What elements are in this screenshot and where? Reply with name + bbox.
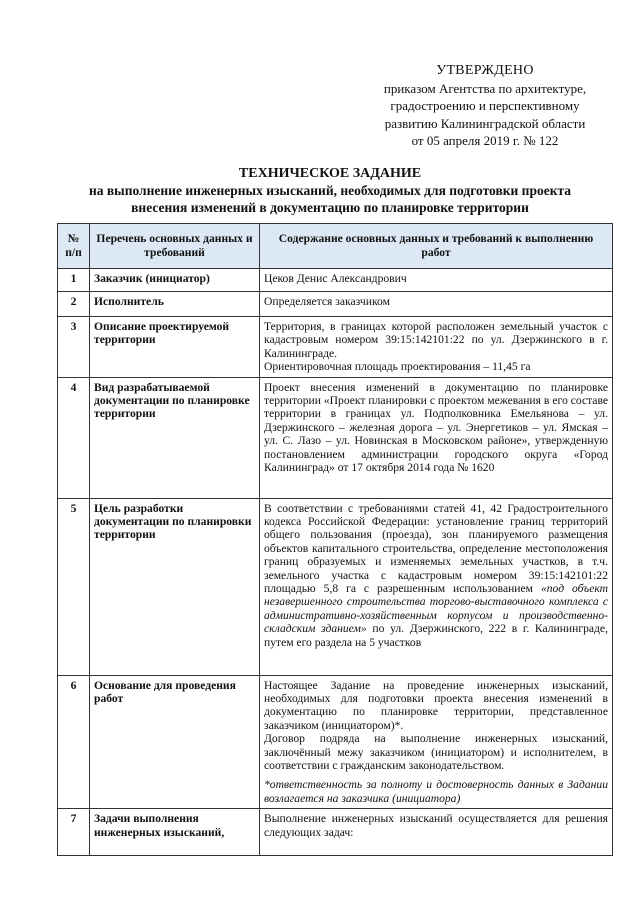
row-content-note: *ответственность за полноту и достоверность данных в Задании возлагается на заказчика (инициатора)	[264, 778, 608, 805]
row-num: 1	[58, 269, 90, 292]
row-name: Цель разработки документации по планировки территории	[90, 498, 260, 675]
approval-line: развитию Калининградской области	[384, 115, 586, 131]
approval-stamp	[340, 62, 630, 150]
table-row	[58, 377, 613, 498]
row-name: Задачи выполнения инженерных изысканий,	[90, 809, 260, 856]
row-num: 7	[58, 809, 90, 856]
row-content: Выполнение инженерных изысканий осуществляется для решения следующих задач:	[260, 809, 613, 856]
header-content: Содержание основных данных и требований к выполнению работ	[260, 224, 613, 269]
row-content-italic: «под объект незавершенного строительства торгово-выставочного комплекса с административно-хозяйственным корпусом и производственно-складским зданием»	[264, 582, 608, 636]
table-row	[58, 269, 613, 292]
row-content-text: Территория, в границах которой расположен земельный участок с кадастровым номером 39:15:142101:22 по ул. Дзержинского в г. Калининграде.	[264, 320, 608, 360]
table-header-row	[58, 224, 613, 269]
row-num: 3	[58, 317, 90, 378]
table-row	[58, 292, 613, 317]
title-subtitle-line: на выполнение инженерных изысканий, необходимых для подготовки проекта	[88, 183, 572, 198]
row-content: Определяется заказчиком	[260, 292, 613, 317]
row-name: Вид разрабатываемой документации по планировке территории	[90, 377, 260, 498]
approval-line: приказом Агентства по архитектуре,	[383, 80, 587, 96]
row-content	[260, 498, 613, 675]
row-content-text: В соответствии с требованиями статей 41, 42 Градостроительного кодекса Российской Федерации: установление границ территорий общего пользования (проезда), зон планируемого размещения объектов капитального строительства, определение местоположения границ образуемых и изменяемых земельных участков, в т.ч. земельного участка с кадастровым номером 39:15:142101:22 площадью 5,8 га с разрешенным использованием	[264, 501, 608, 596]
table-row	[58, 317, 613, 378]
table-row	[58, 675, 613, 809]
row-name: Основание для проведения работ	[90, 675, 260, 809]
title-main: ТЕХНИЧЕСКОЕ ЗАДАНИЕ	[238, 166, 422, 181]
row-num: 4	[58, 377, 90, 498]
row-content: Цеков Денис Александрович	[260, 269, 613, 292]
document-title	[40, 165, 620, 216]
row-num: 2	[58, 292, 90, 317]
approval-line: градостроению и перспективному	[390, 98, 580, 113]
row-content-tail: по ул. Дзержинского, 222 в г. Калининграде, путем его раздела на 5 участков	[264, 622, 608, 649]
row-content-area: Ориентировочная площадь проектирования – 11,45 га	[264, 360, 531, 374]
row-content-text: Настоящее Задание на проведение инженерных изысканий, необходимых для подготовки проекта внесения изменений в документацию по планировке территории, представленное заказчиком (инициатором)*.	[264, 678, 608, 732]
approval-heading: УТВЕРЖДЕНО	[436, 63, 534, 78]
title-subtitle-line: внесения изменений в документацию по планировке территории	[131, 200, 529, 215]
row-name: Исполнитель	[90, 292, 260, 317]
row-content-contract: Договор подряда на выполнение инженерных изысканий, заключённый межу заказчиком (инициатором) и исполнителем, в соответствии с гражданским законодательством.	[264, 732, 608, 773]
header-name: Перечень основных данных и требований	[90, 224, 260, 269]
row-num: 6	[58, 675, 90, 809]
row-content	[260, 317, 613, 378]
table-row	[58, 498, 613, 675]
row-num: 5	[58, 498, 90, 675]
header-num: № п/п	[58, 224, 90, 269]
row-content: Проект внесения изменений в документацию по планировке территории «Проект планировки с проектом межевания в его составе территории в границах ул. Подполковника Емельянова – ул. Дзержинского – железная дорога – ул. Энергетиков – ул. Ямская – ул. С. Лазо – ул. Новинская в Московском районе», утвержденную постановлением администрации городского округа «Город Калининград» от 17 октября 2014 года № 1620	[260, 377, 613, 498]
row-content	[260, 675, 613, 809]
approval-date: от 05 апреля 2019 г. № 122	[411, 133, 559, 148]
row-name: Описание проектируемой территории	[90, 317, 260, 378]
table-row	[58, 809, 613, 856]
row-name: Заказчик (инициатор)	[90, 269, 260, 292]
requirements-table	[57, 223, 613, 856]
